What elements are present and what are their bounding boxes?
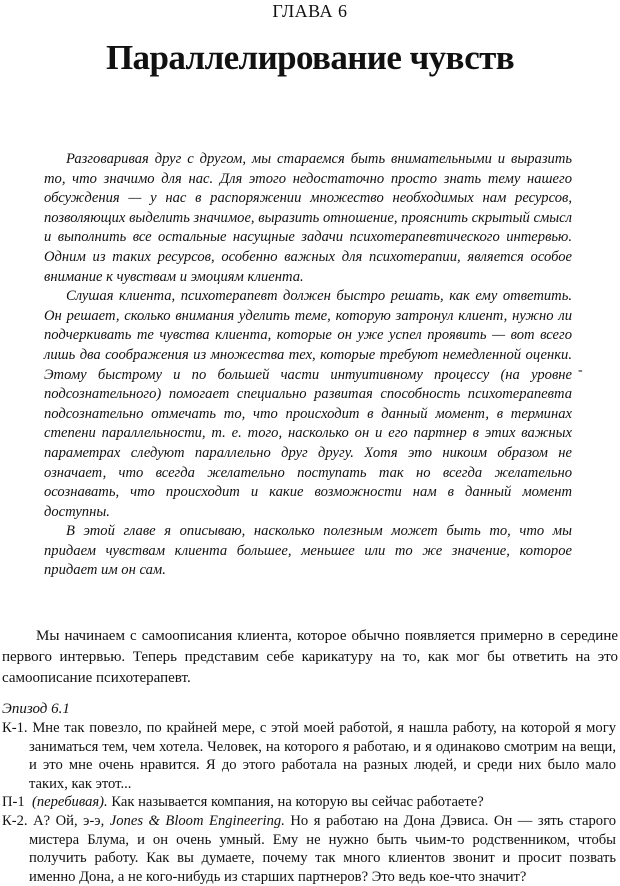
body-text [2, 626, 618, 689]
body-paragraph: Мы начинаем с самоописания клиента, которое обычно появляется примерно в середине первого интервью. Теперь представим себе карикатуру на то, как мог бы ответить на это самоописание психотерапевт. [2, 628, 618, 686]
margin-mark: - [578, 363, 583, 378]
episode-title: Эпизод 6.1 [2, 701, 70, 717]
dialogue-line-therapist [2, 793, 616, 812]
dialogue-transcript [2, 719, 616, 886]
utterance: Как называется компания, на которую вы сейчас работаете? [111, 794, 484, 811]
dialogue-line-client [2, 719, 616, 793]
speaker-label: П-1 [2, 794, 25, 811]
speaker-label: К-1. [2, 720, 28, 736]
speaker-label: К-2. [2, 812, 28, 829]
intro-paragraph: В этой главе я описываю, насколько полезным может быть то, что мы придаем чувствам клиента большее, меньшее или то же значение, которое придает им он сам. [44, 523, 572, 579]
dialogue-line-client [2, 812, 616, 886]
chapter-title: Параллелирование чувств [105, 38, 515, 77]
stage-direction: (перебивая). [32, 794, 108, 811]
utterance: Мне так повезло, по крайней мере, с этой моей работой, я нашла работу, на которой я могу заниматься тем, чем хотела. Человек, на которого я работаю, и я одинаково смотрим на вещи, и это мне очень нравится. Я до этого работала на разных людей, и среди них было мало таких, как этот... [29, 720, 616, 792]
chapter-heading: ГЛАВА 6 [272, 1, 348, 21]
chapter-epigraph [44, 150, 572, 581]
company-name: Jones & Bloom Engineering. [109, 812, 285, 829]
utterance: А? Ой, э-э, [33, 812, 105, 829]
intro-paragraph: Слушая клиента, психотерапевт должен быстро решать, как ему ответить. Он решает, сколько внимания уделить теме, которую затронул клиент, нужно ли подчеркивать те чувства клиента, которые он уже успел проявить — вот всего лишь два соображения из множества тех, которые требуют немедленной оценки. Этому быстрому и по большей части интуитивному процессу (на уровне подсознательного) помогает специально развитая способность психотерапевта подсознательно отмечать то, что происходит в данный момент, в терминах степени параллельности, т. е. того, насколько он и его партнер в этих важных параметрах следуют параллельно друг другу. Хотя это никоим образом не означает, что всегда желательно поступать так но всегда желательно осознавать, что происходит и какие возможности нам в данный момент доступны. [44, 288, 572, 520]
utterance: Но я работаю на Дона Дэвиса. Он — зять старого мистера Блума, и он очень умный. Ему не нужно быть чьим-то родственником, чтобы получить работу. Как вы думаете, почему так много клиентов звонит и просит позвать именно Дона, а не кого-нибудь из старших партнеров? Это ведь кое-что значит? [29, 812, 616, 885]
intro-paragraph: Разговаривая друг с другом, мы стараемся быть внимательными и выразить то, что значимо для нас. Для этого недостаточно просто знать тему нашего обсуждения — у нас в распоряжении множество необходимых нам ресурсов, позволяющих выделить значимое, выразить отношение, прояснить скрытый смысл и выполнить все остальные насущные задачи психотерапевтического интервью. Одним из таких ресурсов, особенно важных для психотерапии, является особое внимание к чувствам и эмоциям клиента. [44, 151, 572, 285]
